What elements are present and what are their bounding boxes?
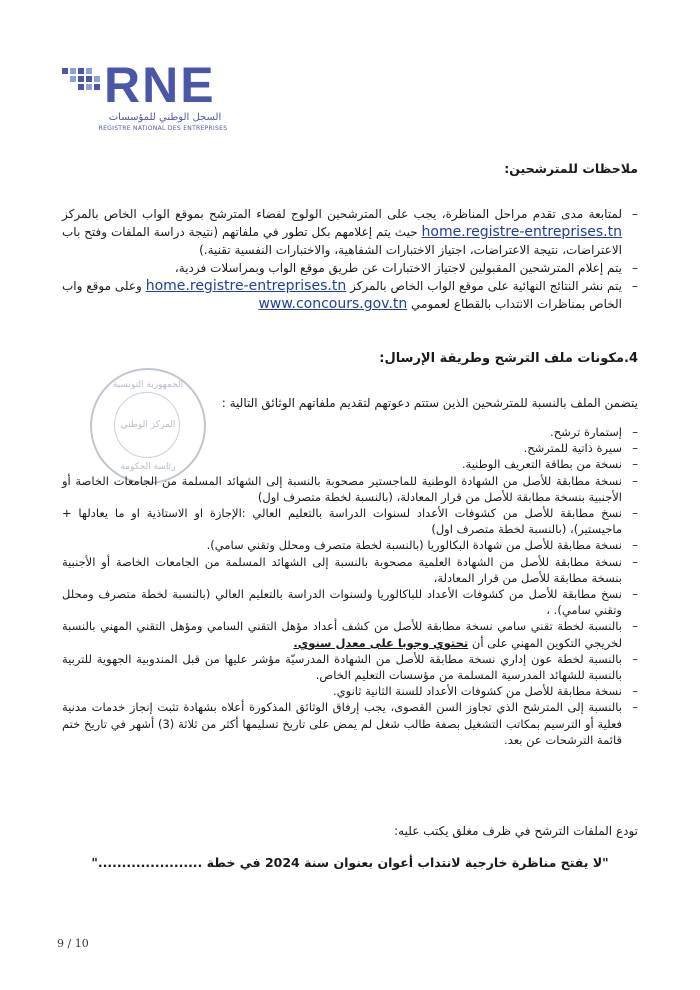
doc-item: – نسخة من بطاقة التعريف الوطنية. xyxy=(62,456,638,472)
doc-item: – نسخة مطابقة للأصل من كشوفات الأعداد للسنة الثانية ثانوي. xyxy=(62,683,638,699)
concours-link[interactable]: www.concours.gov.tn xyxy=(258,296,408,312)
registry-link-2[interactable]: home.registre-entreprises.tn xyxy=(145,278,347,294)
page-number: 9 / 10 xyxy=(57,937,89,950)
notes-item-3: – يتم نشر النتائج النهائية على موقع الواب الخاص بالمركز home.registre-entreprises.tn وعلى موقع واب الخاص بمناظرات الانتداب بالقطاع لعمومي www.concours.gov.tn xyxy=(62,277,638,313)
doc-item: – نسخة مطابقة للأصل من الشهادة الوطنية للماجستير مصحوبة بالنسبة إلى الشهائد المسلمة من الجامعات الخاصة أو الأجنبية بنسخة مطابقة للأصل من قرار المعادلة، (بالنسبة لخطة متصرف اول) xyxy=(62,473,638,505)
section-4-heading: 4.مكونات ملف الترشح وطريقة الإرسال: xyxy=(379,351,638,366)
doc-item: – نسخة مطابقة للأصل من شهادة البكالوريا (بالنسبة لخطة متصرف ومحلل وتقني سامي). xyxy=(62,537,638,553)
doc-item: – نسخ مطابقة للأصل من كشوفات الأعداد للباكالوريا ولسنوات الدراسة بالتعليم العالي (بالنسبة لخطة متصرف ومحلل وتقني سامي). ، xyxy=(62,586,638,618)
documents-list xyxy=(62,424,638,748)
logo-french-name: REGISTRE NATIONAL DES ENTREPRISES xyxy=(98,125,228,132)
notes-item-1: – لمتابعة مدى تقدم مراحل المناظرة، يجب على المترشحين الولوج لفضاء المترشح بموقع الواب الخاص بالمركز home.registre-entreprises.tn حيث يتم إعلامهم بكل تطور في ملفاتهم (نتيجة دراسة الملفات وفتح باب الاعتراضات، نتيجة الاعتراضات، اجتياز الاختبارات الشفاهية، والاختبارات النفسية تقنية.) xyxy=(62,205,638,259)
closing-text: تودع الملفات الترشح في ظرف مغلق يكتب عليه: xyxy=(394,824,638,838)
doc-item: – نسخ مطابقة للأصل من كشوفات الأعداد لسنوات الدراسة بالتعليم العالي :الإجازة او الاستاذية او ما يعادلها + ماجيستير)، (بالنسبة لخطة متصرف اول) xyxy=(62,505,638,537)
official-stamp: الجمهورية التونسية المركز الوطني رئاسة الحكومة xyxy=(90,368,206,484)
doc-item: – إستمارة ترشح. xyxy=(62,424,638,440)
annual-average-emphasis: تحتوي وجوبا على معدل سنوي. xyxy=(293,635,469,650)
notes-section xyxy=(62,205,638,313)
notes-heading: ملاحظات للمترشحين: xyxy=(504,161,638,176)
doc-item: – بالنسبة لخطة عون إداري نسخة مطابقة للأصل من الشهادة المدرسيّة مؤشر عليها من قبل المندوبية الجهوية للتربية بالنسبة للشهائد المدرسية المسلمة من مؤسسات التعليم الخاص. xyxy=(62,651,638,683)
rne-logo xyxy=(60,58,230,133)
doc-item: – نسخة مطابقة للأصل من الشهادة العلمية مصحوبة بالنسبة إلى الشهائد المسلمة من الجامعات الخاصة أو الأجنبية بنسخة مطابقة للأصل من قرار المعادلة، xyxy=(62,554,638,586)
registry-link[interactable]: home.registre-entreprises.tn xyxy=(421,224,622,240)
logo-letters: RNE xyxy=(104,57,216,113)
envelope-label: "لا يفتح مناظرة خارجية لانتداب أعوان بعنوان سنة 2024 في خطة ......................" xyxy=(91,855,609,870)
doc-item: – بالنسبة إلى المترشح الذي تجاوز السن القصوى، يجب إرفاق الوثائق المذكورة أعلاه بشهادة تثبت إنجاز خدمات مدنية فعلية أو الترسيم بمكاتب التشغيل بصفة طالب شغل لم يمض على تاريخ تسليمها أكثر من ثلاثة (3) أشهر في تاريخ ختم قائمة الترشحات عن بعد. xyxy=(62,699,638,748)
notes-item-2: – يتم إعلام المترشحين المقبولين لاجتياز الاختبارات عن طريق موقع الواب وبمراسلات فردية، xyxy=(62,259,638,277)
section-4-intro: يتضمن الملف بالنسبة للمترشحين الذين ستتم دعوتهم لتقديم ملفاتهم الوثائق التالية : xyxy=(221,396,638,410)
doc-item: – سيرة ذاتية للمترشح. xyxy=(62,440,638,456)
doc-item-technician: – بالنسبة لخطة تقني سامي نسخة مطابقة للأصل من كشف أعداد مؤهل التقني السامي ومؤهل التقني المهني بالنسبة لخريجي التكوين المهني على أن تحتوي وجوبا على معدل سنوي. xyxy=(62,618,638,650)
logo-arabic-name: السجل الوطني للمؤسسات xyxy=(108,112,222,123)
